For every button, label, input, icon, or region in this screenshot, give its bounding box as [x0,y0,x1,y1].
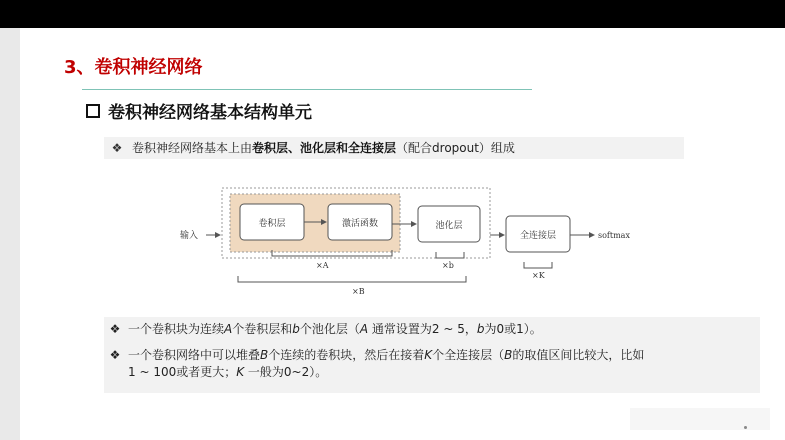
pool-layer-label: 池化层 [435,221,463,231]
text-run: 个池化层（ [299,322,360,336]
bullet-stacking [104,347,754,381]
var-big-b: B [260,348,269,362]
diagram-svg [180,186,640,298]
text-run: 个全连接层（ [432,348,505,362]
slide-title: 3、卷积神经网络 [64,57,203,78]
fc-layer-label: 全连接层 [519,231,557,241]
mult-b-label: ×b [442,261,454,270]
top-black-bar [0,0,785,28]
corner-placeholder [630,408,770,430]
var-a: A [359,322,369,336]
bullet-structure-suffix: （配合dropout）组成 [396,141,515,155]
mult-big-b-label: ×B [352,287,365,296]
bullet-conv-block [104,321,754,338]
brace-k [524,262,552,268]
text-run: 为0或1）。 [484,322,542,336]
brace-big-b [238,276,466,282]
brace-b [436,252,464,258]
text-run: 1 ~ 100或者更大； [128,365,237,379]
bullet-stacking-text [128,347,754,381]
var-big-b: B [504,348,513,362]
text-run: 一个卷积块为连续 [128,322,225,336]
diamond-bullet-icon: ❖ [111,141,123,155]
text-run: 个连续的卷积块，然后在接着 [268,348,425,362]
mult-a-label: ×A [316,261,329,270]
mult-k-label: ×K [532,271,545,280]
diamond-bullet-icon: ❖ [109,322,121,336]
var-b: b [476,322,485,336]
bullet-details-box [104,317,760,393]
text-run: 通常设置为2 ~ 5， [368,322,477,336]
section-heading [86,98,312,123]
page-dot [744,426,747,429]
text-run: 个卷积层和 [232,322,293,336]
bullet-structure [104,137,684,159]
text-run: 的取值区间比较大，比如 [512,348,645,362]
section-heading-text: 卷积神经网络基本结构单元 [108,103,312,123]
bullet-structure-prefix: 卷积神经网络基本上由 [132,141,253,155]
checkbox-square-icon [86,104,100,118]
softmax-label: softmax [598,231,630,240]
var-b: b [292,322,300,336]
diamond-bullet-icon: ❖ [109,348,121,362]
bullet-structure-bold: 卷积层、池化层和全连接层 [252,141,397,155]
text-run: 一般为0~2）。 [244,365,328,379]
cnn-structure-diagram [180,186,640,298]
text-run: 一个卷积网络中可以堆叠 [128,348,261,362]
var-k: K [236,365,245,379]
title-divider [82,89,532,90]
var-k: K [424,348,433,362]
var-a: A [224,322,233,336]
input-label: 输入 [180,231,199,241]
bullet-conv-block-text [128,321,754,338]
activation-label: 激活函数 [341,219,379,229]
conv-layer-label: 卷积层 [258,219,286,229]
